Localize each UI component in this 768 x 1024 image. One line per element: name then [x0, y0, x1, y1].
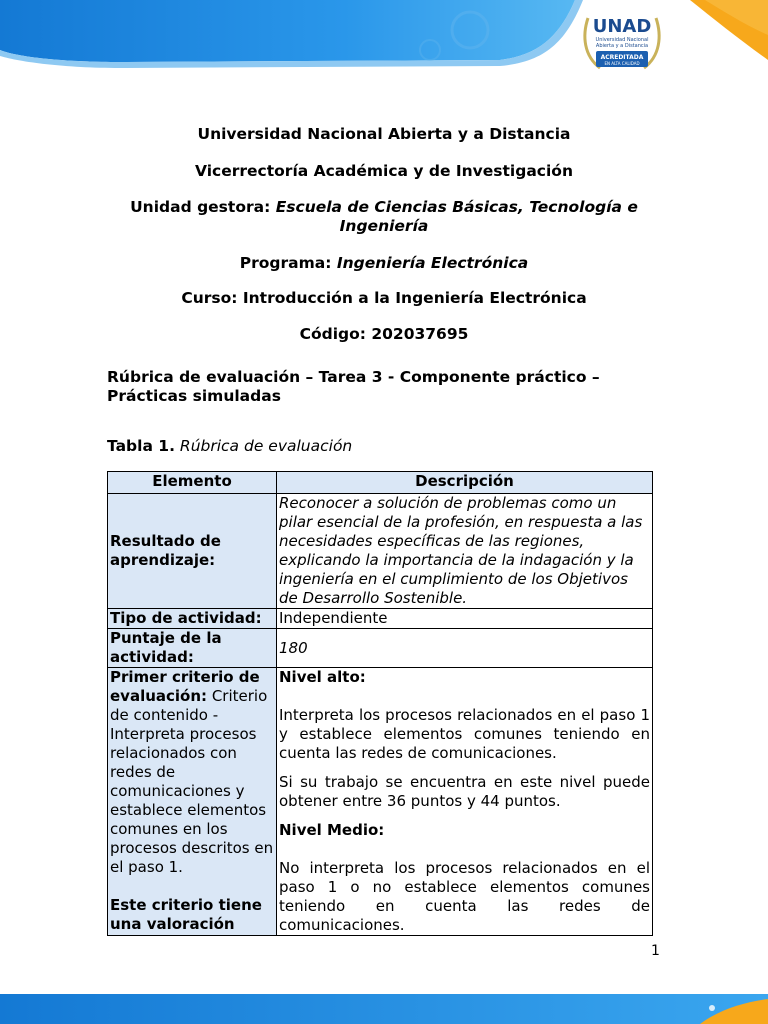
rubric-title	[107, 368, 667, 406]
activity-type-value: Independiente	[277, 609, 653, 629]
logo-brand: UNAD	[592, 16, 652, 37]
criterion-valuation: Este criterio tiene una valoración	[110, 896, 262, 933]
unad-logo	[578, 6, 666, 78]
table-row	[108, 609, 653, 629]
table-row	[108, 629, 653, 668]
unit-label: Unidad gestora:	[130, 198, 271, 216]
rubric-title-1: Rúbrica de evaluación – Tarea 3 - Componente práctico –	[107, 368, 600, 386]
rubric-title-2: Prácticas simuladas	[107, 387, 281, 405]
logo-ribbon1: ACREDITADA	[600, 54, 644, 61]
course-code: Código: 202037695	[299, 325, 469, 343]
table-header-row	[108, 472, 653, 494]
first-criterion-levels	[277, 668, 653, 936]
program-value: Ingeniería Electrónica	[336, 254, 529, 272]
university-title: Universidad Nacional Abierta y a Distancia	[197, 125, 571, 143]
table-row	[108, 494, 653, 609]
caption-number: Tabla 1.	[107, 437, 175, 455]
level-high-title: Nivel alto:	[279, 668, 366, 686]
logo-ribbon2: EN ALTA CALIDAD	[604, 61, 640, 66]
rubric-table	[107, 471, 653, 936]
page-number: 1	[651, 943, 660, 959]
learning-outcome-value: Reconocer a solución de problemas como un pilar esencial de la profesión, en respuesta a las necesidades específicas de las regiones, explicando la importancia de la indagación y la ingeniería en el cumplimiento de los Objetivos de Desarrollo Sostenible.	[277, 494, 653, 609]
logo-line1: Universidad Nacional	[595, 37, 649, 43]
unit-value-2: Ingeniería	[339, 217, 429, 235]
program-label: Programa:	[239, 254, 332, 272]
first-criterion-label	[108, 668, 277, 936]
table-caption	[107, 437, 352, 455]
course: Curso: Introducción a la Ingeniería Electrónica	[181, 289, 587, 307]
header-description: Descripción	[277, 472, 653, 494]
table-row	[108, 668, 653, 936]
managing-unit	[96, 198, 672, 236]
activity-score-label: Puntaje de la actividad:	[108, 629, 277, 668]
activity-type-label: Tipo de actividad:	[108, 609, 277, 629]
caption-text: Rúbrica de evaluación	[179, 437, 353, 455]
criterion-title: Primer criterio de evaluación:	[110, 668, 260, 705]
logo-line2: Abierta y a Distancia	[595, 43, 649, 49]
level-mid-text: No interpreta los procesos relacionados en el paso 1 o no establece elementos comunes teniendo en cuenta las redes de comunicaciones.	[279, 859, 650, 934]
level-high-score: Si su trabajo se encuentra en este nivel puede obtener entre 36 puntos y 44 puntos.	[279, 773, 650, 810]
activity-score-value: 180	[277, 629, 653, 668]
level-mid-title: Nivel Medio:	[279, 821, 385, 839]
vice-rectorate: Vicerrectoría Académica y de Investigación	[195, 162, 573, 180]
header-element: Elemento	[108, 472, 277, 494]
unit-value-1: Escuela de Ciencias Básicas, Tecnología e	[275, 198, 638, 216]
criterion-description: Criterio de contenido - Interpreta procesos relacionados con redes de comunicaciones y establece elementos comunes en los procesos descritos en el paso 1.	[110, 687, 274, 876]
level-high-text: Interpreta los procesos relacionados en el paso 1 y establece elementos comunes teniendo en cuenta las redes de comunicaciones.	[279, 706, 650, 762]
learning-outcome-label: Resultado de aprendizaje:	[108, 494, 277, 609]
footer-banner	[0, 994, 768, 1024]
program	[96, 254, 672, 273]
